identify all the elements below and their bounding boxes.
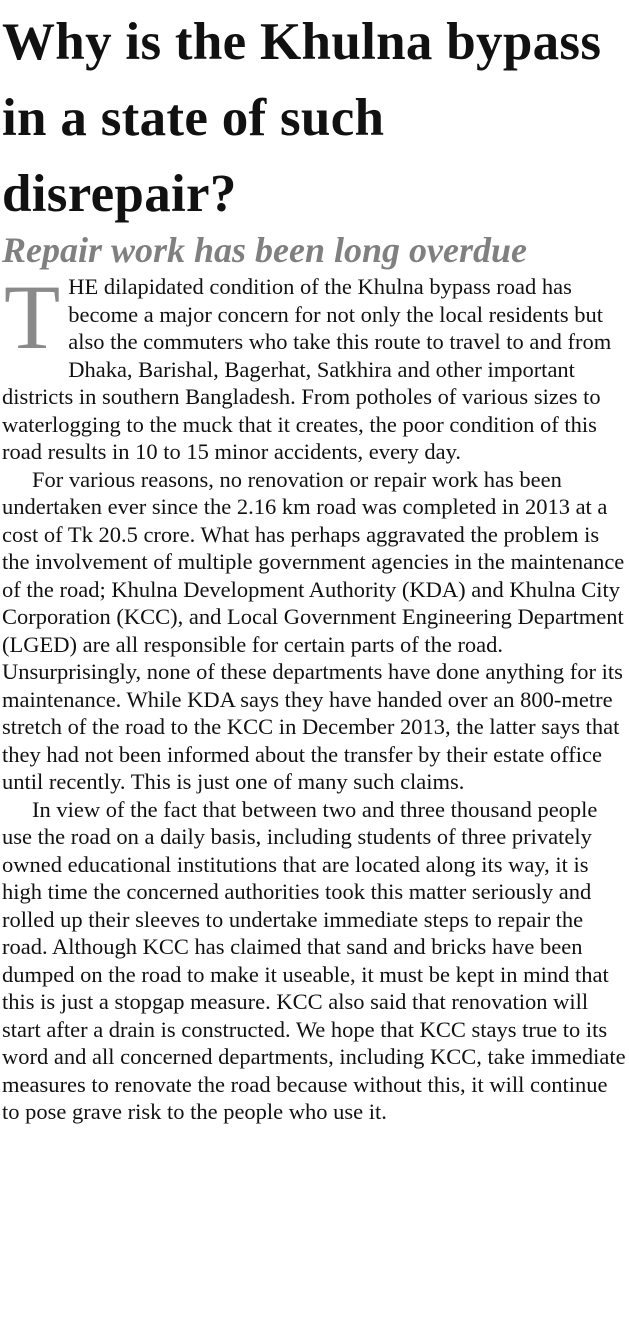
paragraph-2: For various reasons, no renovation or repair work has been undertaken ever since the 2.16 km road was completed in 2013 at a cost of Tk 20.5 crore. What has perhaps aggravated the problem is the involvement of multiple government agencies in the maintenance of the road; Khulna Development Authority (KDA) and Khulna City Corporation (KCC), and Local Government Engineering Department (LGED) are all responsible for certain parts of the road. Unsurprisingly, none of these departments have done anything for its maintenance. While KDA says they have handed over an 800-metre stretch of the road to the KCC in December 2013, the latter says that they had not been informed about the transfer by their estate office until recently. This is just one of many such claims. bbox=[2, 466, 625, 794]
headline: Why is the Khulna bypass in a state of such disrepair? bbox=[2, 13, 602, 223]
drop-cap: T bbox=[4, 266, 61, 368]
paragraph-1 bbox=[2, 266, 629, 466]
paragraph-1-text: HE dilapidated condition of the Khulna bypass road has become a major concern for not only the local residents but also the commuters who take this route to travel to and from Dhaka, Barishal, Bagerhat, Satkhira and other important districts in southern Bangladesh. From potholes of various sizes to waterlogging to the muck that it creates, the poor condition of this road results in 10 to 15 minor accidents, every day. bbox=[2, 274, 612, 464]
paragraph-3: In view of the fact that between two and three thousand people use the road on a daily basis, including students of three privately owned educational institutions that are located along its way, it is high time the concerned authorities took this matter seriously and rolled up their sleeves to undertake immediate steps to repair the road. Although KCC has claimed that sand and bricks have been dumped on the road to make it useable, it must be kept in mind that this is just a stopgap measure. KCC also said that renovation will start after a drain is constructed. We hope that KCC stays true to its word and all concerned departments, including KCC, take immediate measures to renovate the road because without this, it will continue to pose grave risk to the people who use it. bbox=[2, 796, 626, 1124]
article-body bbox=[0, 266, 629, 1126]
subheadline: Repair work has been long overdue bbox=[2, 230, 528, 270]
